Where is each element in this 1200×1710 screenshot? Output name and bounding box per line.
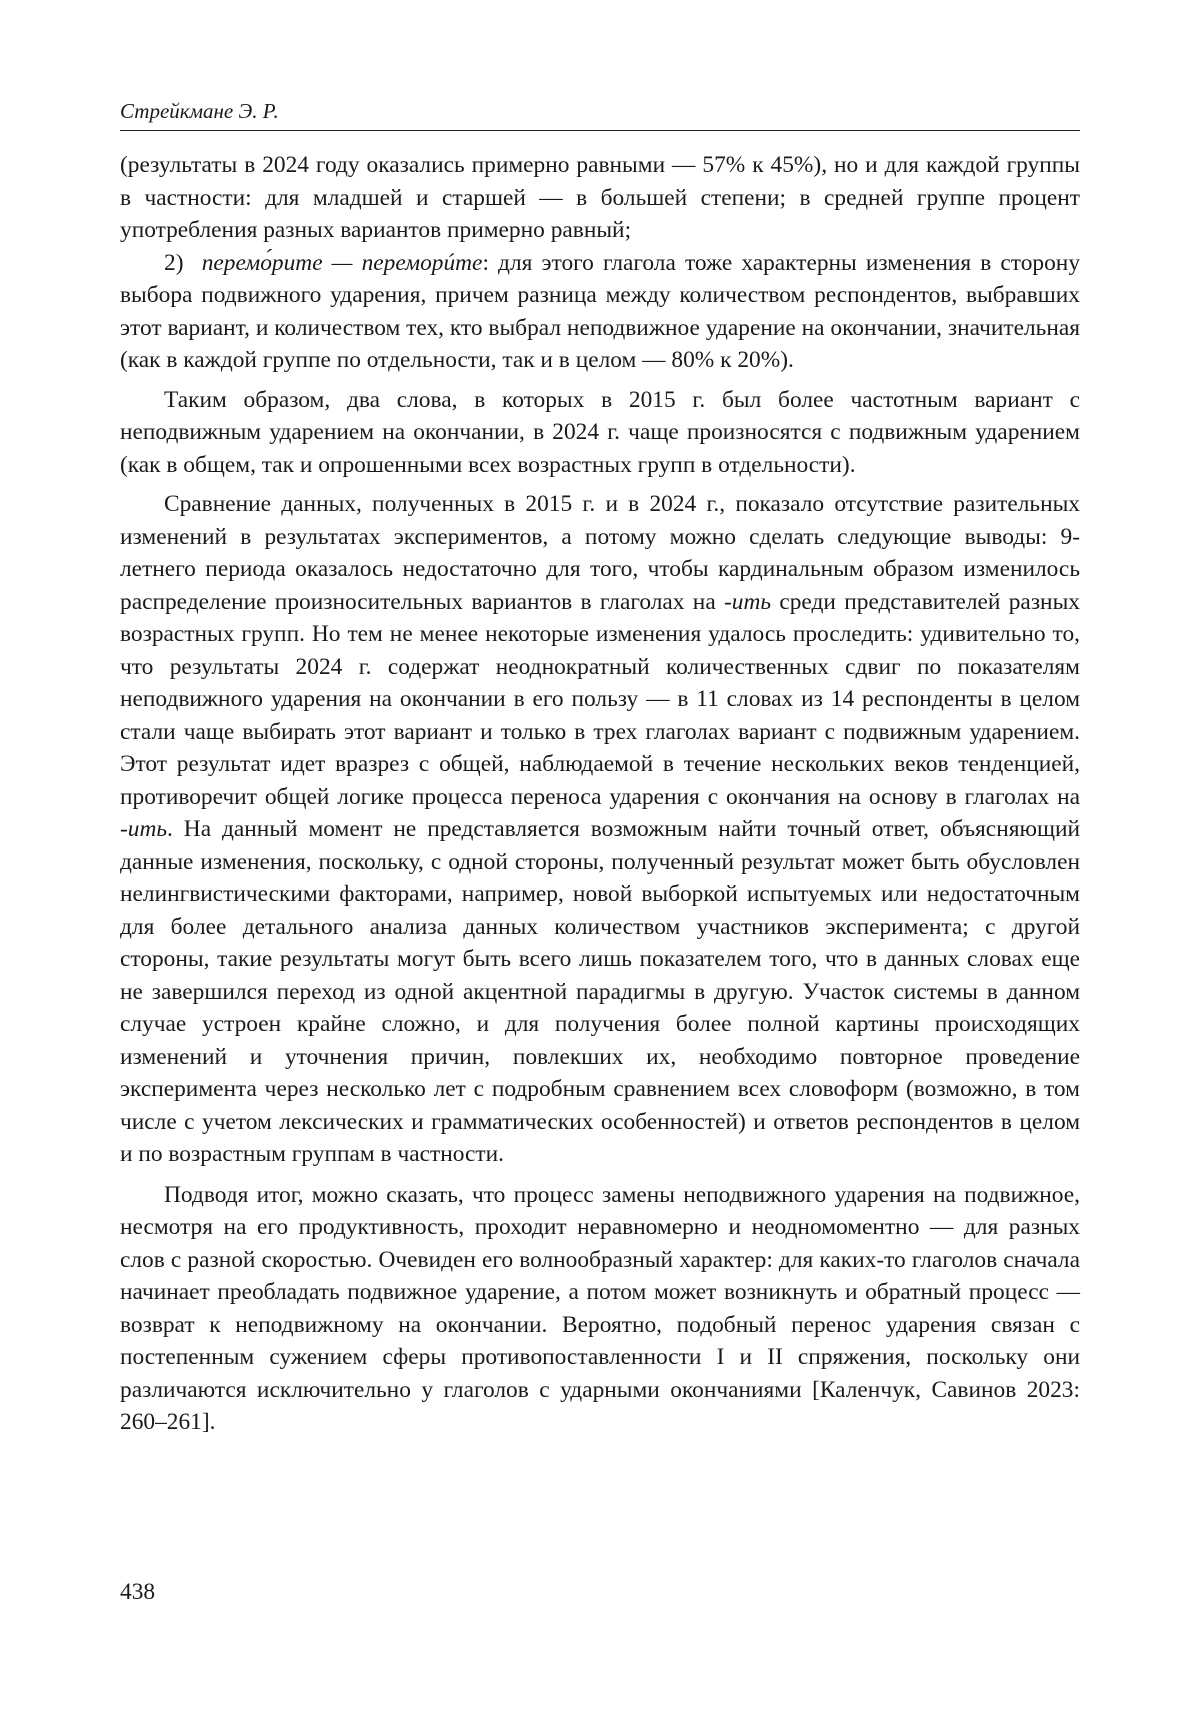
paragraph-conclusion-words bbox=[120, 384, 1080, 482]
paragraph-text: среди представителей разных возрастных групп. Но тем не менее некоторые изменения удалось проследить: удивительно то, что результаты 2024 г. содержат неоднократный количественных сдвиг по показателям неподвижного ударения на окончании в его пользу — в 11 словах из 14 респонденты в целом стали чаще выбирать этот вариант и только в трех глаголах вариант с подвижным ударением. Этот результат идет вразрез с общей, наблюдаемой в течение нескольких веков тенденцией, противоречит общей логике процесса переноса ударения с окончания на основу в глаголах на bbox=[120, 588, 1080, 810]
paragraph-text: Подводя итог, можно сказать, что процесс замены неподвижного ударения на подвижное, несмотря на его продуктивность, проходит неравномерно и неодномоментно — для разных слов с разной скоростью. Очевиден его волнообразный характер: для каких-то глаголов сначала начинает преобладать подвижное ударение, а потом может возникнуть и обратный процесс — возврат к неподвижному на окончании. Вероятно, подобный перенос ударения связан с постепенным сужением сферы противопоставленности I и II спряжения, поскольку они различаются исключительно у глаголов с ударными окончаниями [Каленчук, Савинов 2023: 260–261]. bbox=[120, 1181, 1080, 1435]
verb-suffix: -ить bbox=[120, 816, 168, 842]
paragraph-comparison bbox=[120, 488, 1080, 1171]
list-number: 2) bbox=[164, 249, 184, 276]
paragraph-text: . На данный момент не представляется возможным найти точный ответ, объясняющий данные изменения, поскольку, с одной стороны, полученный результат может быть обусловлен нелингвистическими факторами, например, новой выборкой испытуемых или недостаточным для более детального анализа данных количеством участников эксперимента; с другой стороны, такие результаты могут быть всего лишь показателем того, что в данных словах еще не завершился переход из одной акцентной парадигмы в другую. Участок системы в данном случае устроен крайне сложно, и для получения более полной картины происходящих изменений и уточнения причин, повлекших их, необходимо повторное проведение эксперимента через несколько лет с подробным сравнением всех словоформ (возможно, в том числе с учетом лексических и грамматических особенностей) и ответов респондентов в целом и по возрастным группам в частности. bbox=[120, 816, 1080, 1167]
verb-suffix: -ить bbox=[724, 588, 772, 615]
paragraph-text: Таким образом, два слова, в которых в 2015 г. был более частотным вариант с неподвижным ударением на окончании, в 2024 г. чаще произносятся с подвижным ударением (как в общем, так и опрошенными всех возрастных групп в отдельности). bbox=[120, 386, 1080, 478]
paragraph-text: (результаты в 2024 году оказались примерно равными — 57% к 45%), но и для каждой группы в частности: для младшей и старшей — в большей степени; в средней группе процент употребления разных вариантов примерно равный; bbox=[120, 152, 1080, 243]
running-head: Стрейкмане Э. Р. bbox=[120, 98, 1080, 131]
article-body bbox=[120, 149, 1080, 1439]
paragraph-text: : для этого глагола тоже характерны изменения в сторону выбора подвижного ударения, причем разница между количеством респондентов, выбравших этот вариант, и количеством тех, кто выбрал неподвижное ударение на окончании, значительная (как в каждой группе по отдельности, так и в целом — 80% к 20%). bbox=[120, 249, 1081, 373]
paragraph-text: Сравнение данных, полученных в 2015 г. и в 2024 г., показало отсутствие разительных изменений в результатах экспериментов, а потому можно сделать следующие выводы: 9-летнего периода оказалось недостаточно для того, чтобы кардинальным образом изменилось распределение произносительных вариантов в глаголах на bbox=[120, 491, 1080, 615]
page-number: 438 bbox=[120, 1579, 156, 1605]
paragraph-summary bbox=[120, 1179, 1080, 1439]
paragraph-list-item-2 bbox=[120, 247, 1080, 377]
example-term: перемо́рите — переморúте bbox=[201, 249, 483, 276]
page-content bbox=[120, 98, 1080, 1439]
paragraph-continuation bbox=[120, 149, 1080, 247]
